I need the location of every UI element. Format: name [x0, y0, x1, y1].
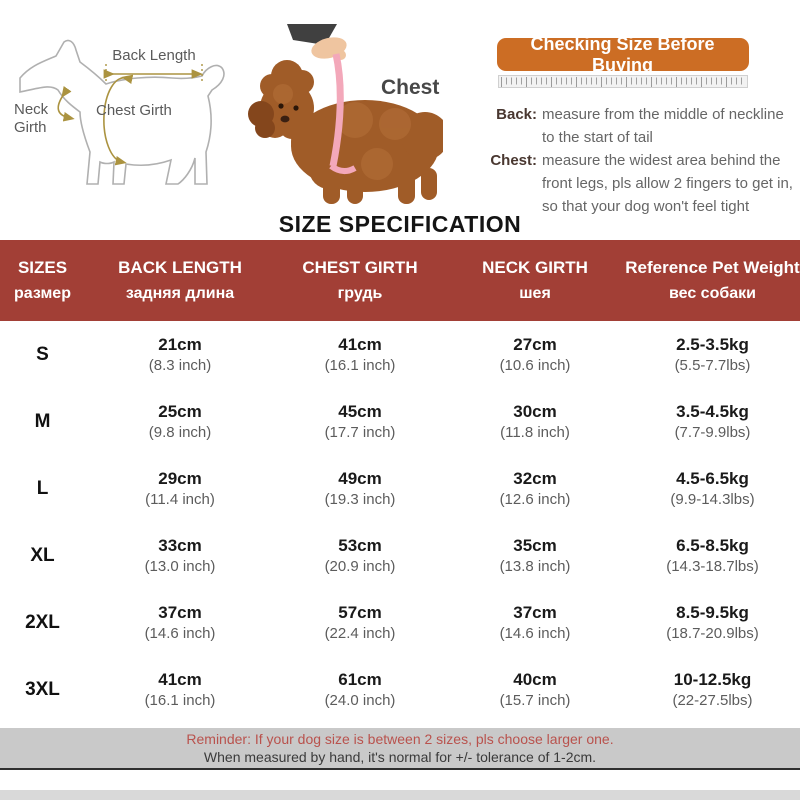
- chest-girth-cell: 41cm (16.1 inch): [324, 335, 396, 374]
- header-sizes: SIZES размер: [14, 258, 71, 302]
- chest-instruction-line: [483, 149, 800, 172]
- reminder-line2: When measured by hand, it's normal for +/- tolerance of 1-2cm.: [203, 749, 597, 765]
- size-label: 2XL: [25, 611, 60, 633]
- measurement-diagram: [0, 0, 235, 210]
- neck-girth-cell: 32cm (12.6 inch): [499, 469, 571, 508]
- measuring-instructions: [445, 0, 800, 215]
- table-row-3xl: [0, 656, 800, 723]
- table-row-s: [0, 321, 800, 388]
- neck-girth-cell: 37cm (14.6 inch): [499, 603, 571, 642]
- chest-girth-cell: 49cm (19.3 inch): [324, 469, 396, 508]
- chest-girth-cell: 53cm (20.9 inch): [324, 536, 396, 575]
- header-chest-girth: CHEST GIRTH грудь: [302, 258, 418, 302]
- weight-cell: 4.5-6.5kg (9.9-14.3lbs): [670, 469, 755, 508]
- checking-size-button[interactable]: Checking Size Before Buying: [497, 38, 749, 71]
- neck-girth-cell: 30cm (11.8 inch): [500, 402, 570, 441]
- top-section: [0, 0, 800, 215]
- back-length-cell: 41cm (16.1 inch): [144, 670, 216, 709]
- weight-cell: 3.5-4.5kg (7.7-9.9lbs): [674, 402, 751, 441]
- back-length-cell: 21cm (8.3 inch): [148, 335, 212, 374]
- table-row-2xl: [0, 589, 800, 656]
- weight-cell: 2.5-3.5kg (5.5-7.7lbs): [674, 335, 751, 374]
- neck-girth-label-line2: Girth: [14, 119, 47, 136]
- neck-girth-cell: 27cm (10.6 inch): [499, 335, 571, 374]
- chest-girth-cell: 45cm (17.7 inch): [324, 402, 396, 441]
- poodle-photo-icon: [235, 24, 443, 206]
- chest-girth-cell: 57cm (22.4 inch): [324, 603, 396, 642]
- neck-girth-cell: 35cm (13.8 inch): [499, 536, 571, 575]
- chest-photo-label: Chest: [381, 76, 440, 99]
- back-length-cell: 33cm (13.0 inch): [144, 536, 216, 575]
- instruction-text: [483, 103, 800, 218]
- size-label: XL: [30, 544, 55, 566]
- table-header: [0, 240, 800, 321]
- dog-nose: [281, 116, 290, 123]
- header-pet-weight: Reference Pet Weight вес собаки: [625, 258, 800, 302]
- table-row-m: [0, 388, 800, 455]
- dog-eye: [278, 103, 283, 108]
- back-length-cell: 25cm (9.8 inch): [148, 402, 212, 441]
- back-length-label: Back Length: [112, 47, 196, 64]
- dog-outline-diagram-icon: [6, 18, 234, 204]
- back-instruction-line: [483, 103, 800, 126]
- chest-instruction-line: so that your dog won't feel tight: [542, 198, 750, 215]
- back-length-cell: 29cm (11.4 inch): [145, 469, 215, 508]
- chest-girth-arrow: [104, 78, 126, 162]
- chest-instruction-line: front legs, pls allow 2 fingers to get in,: [542, 175, 793, 192]
- size-label: L: [36, 477, 49, 499]
- table-body: [0, 321, 800, 723]
- back-instruction-line: to the start of tail: [542, 129, 653, 146]
- table-row-xl: [0, 522, 800, 589]
- chest-text: measure the widest area behind the: [542, 152, 781, 169]
- back-text: measure from the middle of neckline: [542, 106, 784, 123]
- header-back-length: BACK LENGTH задняя длина: [118, 258, 242, 302]
- chest-term: Chest:: [490, 152, 537, 169]
- neck-girth-cell: 40cm (15.7 inch): [499, 670, 571, 709]
- page-title: SIZE SPECIFICATION: [278, 211, 522, 237]
- measuring-tape-ruler-icon: [498, 74, 748, 90]
- size-label: M: [34, 410, 51, 432]
- reminder-bar: [0, 728, 800, 770]
- chest-girth-cell: 61cm (24.0 inch): [324, 670, 396, 709]
- reminder-line1: Reminder: If your dog size is between 2 sizes, pls choose larger one.: [186, 731, 614, 747]
- size-label: S: [36, 343, 49, 365]
- table-row-l: [0, 455, 800, 522]
- weight-cell: 6.5-8.5kg (14.3-18.7lbs): [666, 536, 759, 575]
- dog-photo: [235, 0, 445, 210]
- chest-girth-label: Chest Girth: [96, 102, 172, 119]
- back-length-cell: 37cm (14.6 inch): [144, 603, 216, 642]
- neck-girth-label-line1: Neck: [14, 101, 49, 118]
- weight-cell: 10-12.5kg (22-27.5lbs): [672, 670, 753, 709]
- size-label: 3XL: [25, 678, 60, 700]
- bottom-divider: [0, 790, 800, 800]
- header-neck-girth: NECK GIRTH шея: [482, 258, 588, 302]
- back-term: Back:: [496, 106, 537, 123]
- weight-cell: 8.5-9.5kg (18.7-20.9lbs): [666, 603, 759, 642]
